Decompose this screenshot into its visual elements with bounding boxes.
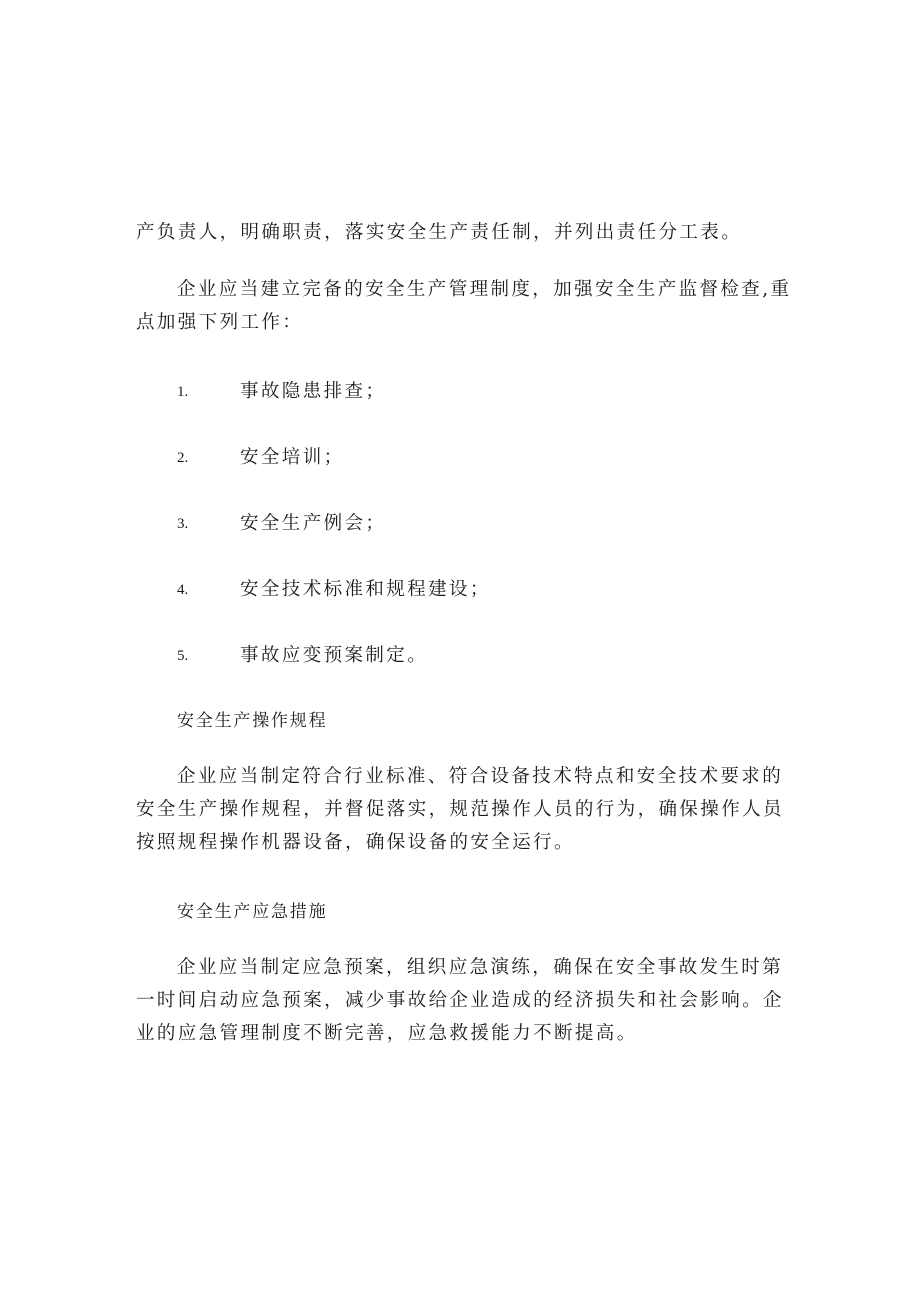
list-item-text: 安全技术标准和规程建设；: [240, 579, 491, 600]
management-paragraph: 企业应当建立完备的安全生产管理制度，加强安全生产监督检查,重点加强下列工作：: [136, 279, 792, 333]
list-item-number: 1.: [177, 384, 189, 400]
list-item: [0, 379, 920, 405]
list-item-text: 事故隐患排查；: [240, 381, 387, 402]
list-item-number: 5.: [177, 648, 189, 664]
section-heading-emergency-measures: 安全生产应急措施: [177, 902, 328, 922]
list-item-text: 事故应变预案制定。: [240, 645, 429, 666]
list-item: [0, 511, 920, 537]
operation-rules-paragraph: 企业应当制定符合行业标准、符合设备技术特点和安全技术要求的安全生产操作规程，并督促落实，规范操作人员的行为，确保操作人员按照规程操作机器设备，确保设备的安全运行。: [136, 766, 784, 853]
list-item: [0, 643, 920, 669]
list-item-number: 2.: [177, 450, 189, 466]
emergency-measures-paragraph: 企业应当制定应急预案，组织应急演练，确保在安全事故发生时第一时间启动应急预案，减少事故给企业造成的经济损失和社会影响。企业的应急管理制度不断完善，应急救援能力不断提高。: [136, 957, 784, 1044]
list-item-number: 4.: [177, 582, 189, 598]
list-item: [0, 445, 920, 471]
list-item-text: 安全生产例会；: [240, 513, 387, 534]
section-heading-operation-rules: 安全生产操作规程: [177, 711, 328, 731]
list-item-number: 3.: [177, 516, 189, 532]
list-item: [0, 577, 920, 603]
intro-continuation-paragraph: 产负责人，明确职责，落实安全生产责任制，并列出责任分工表。: [136, 222, 743, 243]
list-item-text: 安全培训；: [240, 447, 345, 468]
